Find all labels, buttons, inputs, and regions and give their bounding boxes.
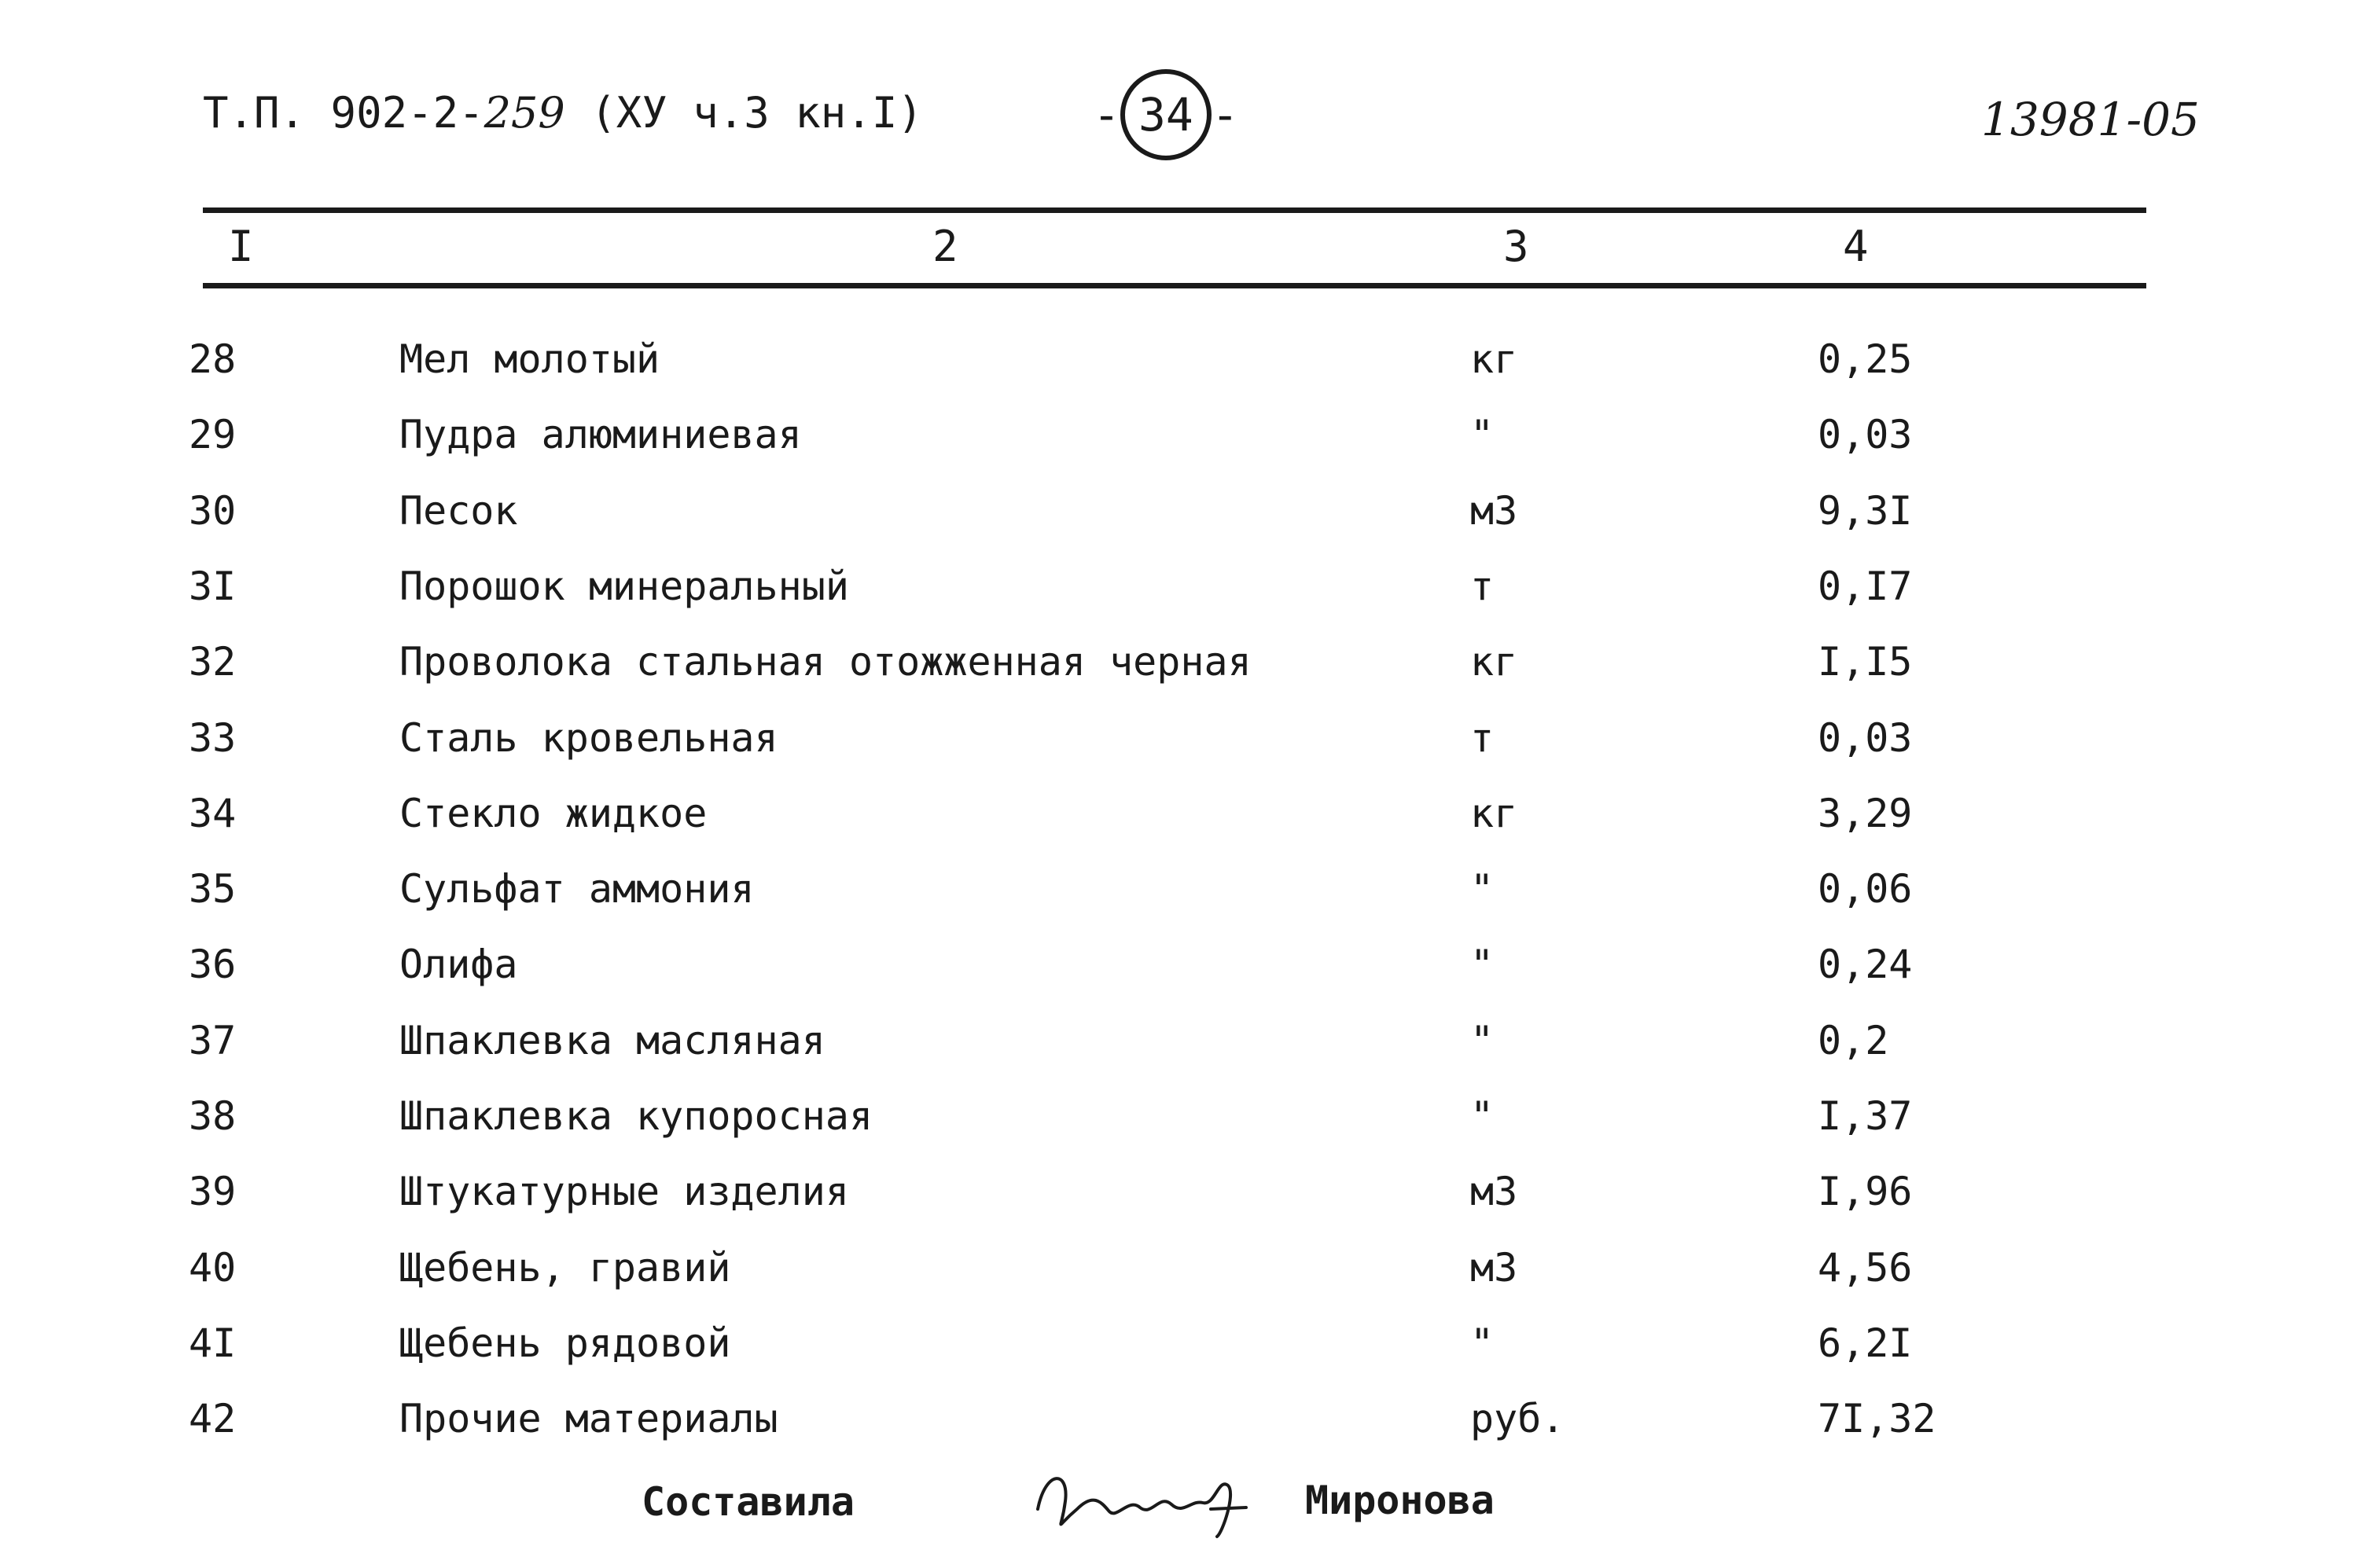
table-row <box>0 639 2368 711</box>
quantity: 0,25 <box>1818 336 1913 382</box>
table-row <box>0 1320 2368 1393</box>
quantity: 0,06 <box>1818 866 1913 912</box>
table-row <box>0 942 2368 1014</box>
quantity: 7I,32 <box>1818 1396 1936 1441</box>
material-name: Шпаклевка масляная <box>399 1018 825 1063</box>
row-number: 36 <box>189 942 237 987</box>
row-number: 37 <box>189 1018 237 1063</box>
table-row <box>0 564 2368 636</box>
material-name: Стекло жидкое <box>399 791 708 836</box>
table-row <box>0 715 2368 788</box>
quantity: I,I5 <box>1818 639 1913 685</box>
signature-icon <box>1022 1454 1258 1540</box>
table-row <box>0 1169 2368 1241</box>
quantity: 3,29 <box>1818 791 1913 836</box>
unit: м3 <box>1470 1245 1518 1291</box>
material-name: Мел молотый <box>399 336 660 382</box>
table-row <box>0 866 2368 938</box>
column-header-3: 3 <box>1503 222 1529 271</box>
row-number: 3I <box>189 564 237 609</box>
row-number: 38 <box>189 1093 237 1139</box>
quantity: 9,3I <box>1818 488 1913 534</box>
material-name: Песок <box>399 488 518 534</box>
row-number: 42 <box>189 1396 237 1441</box>
material-name: Сульфат аммония <box>399 866 755 912</box>
quantity: 0,2 <box>1818 1018 1889 1063</box>
project-code-handwritten: 259 <box>484 88 565 138</box>
material-name: Щебень, гравий <box>399 1245 731 1291</box>
row-number: 33 <box>189 715 237 761</box>
compiled-by-label: Составила <box>642 1479 855 1525</box>
unit: " <box>1470 1320 1495 1366</box>
material-name: Проволока стальная отожженная черная <box>399 639 1252 685</box>
column-header-1: I <box>228 222 254 271</box>
row-number: 35 <box>189 866 237 912</box>
material-name: Прочие материалы <box>399 1396 778 1441</box>
quantity: 6,2I <box>1818 1320 1913 1366</box>
unit: " <box>1470 1018 1495 1063</box>
table-row <box>0 412 2368 484</box>
quantity: I,37 <box>1818 1093 1913 1139</box>
material-name: Олифа <box>399 942 518 987</box>
table-row <box>0 488 2368 560</box>
unit: кг <box>1470 639 1518 685</box>
unit: т <box>1470 564 1495 609</box>
row-number: 30 <box>189 488 237 534</box>
material-name: Штукатурные изделия <box>399 1169 849 1214</box>
unit: кг <box>1470 791 1518 836</box>
quantity: 0,03 <box>1818 412 1913 457</box>
quantity: 0,24 <box>1818 942 1913 987</box>
material-name: Сталь кровельная <box>399 715 778 761</box>
unit: " <box>1470 412 1495 457</box>
material-name: Порошок минеральный <box>399 564 849 609</box>
table-header-rule <box>203 283 2146 288</box>
material-name: Пудра алюминиевая <box>399 412 802 457</box>
row-number: 32 <box>189 639 237 685</box>
unit: " <box>1470 1093 1495 1139</box>
project-code-prefix: Т.П. 902-2- <box>203 88 484 138</box>
project-code-suffix: (ХУ ч.3 кн.I) <box>564 88 923 138</box>
unit: м3 <box>1470 488 1518 534</box>
table-row <box>0 1093 2368 1166</box>
unit: м3 <box>1470 1169 1518 1214</box>
table-row <box>0 1018 2368 1090</box>
table-row <box>0 336 2368 409</box>
quantity: 0,I7 <box>1818 564 1913 609</box>
unit: " <box>1470 942 1495 987</box>
quantity: 0,03 <box>1818 715 1913 761</box>
row-number: 40 <box>189 1245 237 1291</box>
quantity: I,96 <box>1818 1169 1913 1214</box>
row-number: 39 <box>189 1169 237 1214</box>
material-name: Шпаклевка купоросная <box>399 1093 873 1139</box>
unit: т <box>1470 715 1495 761</box>
project-code <box>203 88 923 138</box>
table-top-rule <box>203 207 2146 213</box>
unit: кг <box>1470 336 1518 382</box>
material-name: Щебень рядовой <box>399 1320 731 1366</box>
page-number-circle: 34 <box>1120 69 1212 160</box>
page-number: - 34 - <box>1093 69 1239 160</box>
document-number: 13981-05 <box>1981 93 2200 146</box>
row-number: 34 <box>189 791 237 836</box>
column-header-2: 2 <box>932 222 958 271</box>
row-number: 28 <box>189 336 237 382</box>
table-row <box>0 791 2368 863</box>
quantity: 4,56 <box>1818 1245 1913 1291</box>
unit: " <box>1470 866 1495 912</box>
row-number: 4I <box>189 1320 237 1366</box>
unit: руб. <box>1470 1396 1565 1441</box>
compiler-name: Миронова <box>1305 1478 1495 1523</box>
row-number: 29 <box>189 412 237 457</box>
column-header-4: 4 <box>1843 222 1869 271</box>
table-row <box>0 1245 2368 1317</box>
